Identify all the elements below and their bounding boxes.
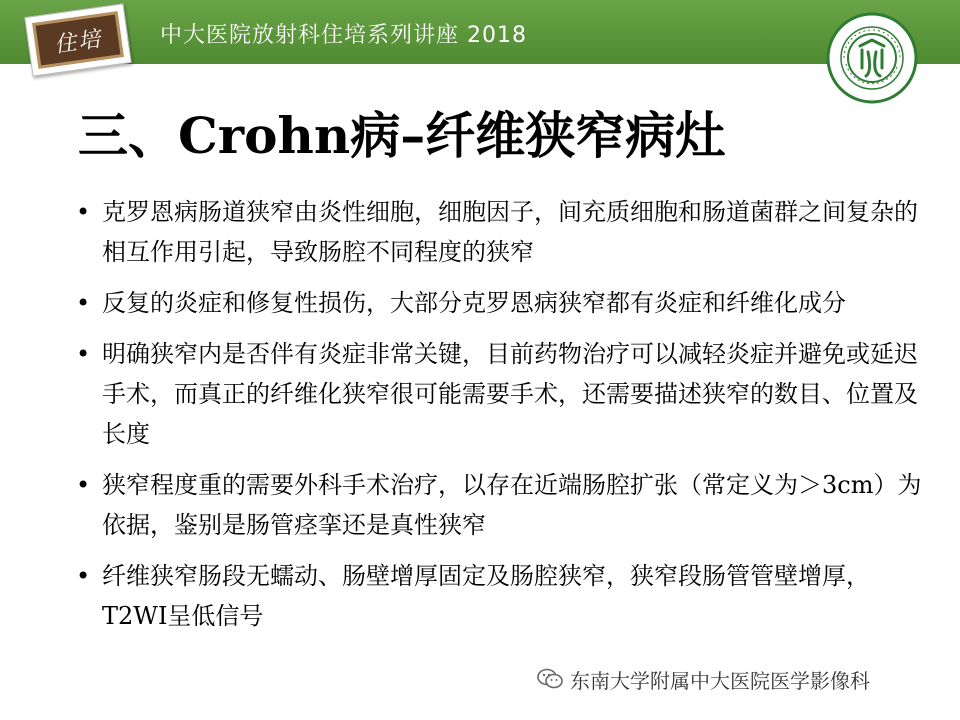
bullet-text: 明确狭窄内是否伴有炎症非常关键，目前药物治疗可以减轻炎症并避免或延迟手术，而真正的纤维化狭窄很可能需要手术，还需要描述狭窄的数目、位置及长度 [102, 340, 918, 448]
bullet-text: 狭窄程度重的需要外科手术治疗，以存在近端肠腔扩张（常定义为＞3cm）为依据，鉴别是肠管痉挛还是真性狭窄 [102, 471, 922, 539]
wechat-icon [536, 667, 564, 691]
logo-text: 住培 [52, 26, 104, 58]
bullet-item [76, 192, 928, 272]
bullet-item [76, 465, 928, 545]
bullet-item [76, 334, 928, 454]
bullet-text: 克罗恩病肠道狭窄由炎性细胞，细胞因子，间充质细胞和肠道菌群之间复杂的相互作用引起，导致肠腔不同程度的狭窄 [102, 198, 918, 266]
watermark [536, 664, 870, 694]
bullet-text: 反复的炎症和修复性损伤，大部分克罗恩病狭窄都有炎症和纤维化成分 [102, 289, 846, 317]
logo [24, 3, 131, 76]
hospital-seal-icon [826, 12, 918, 104]
bullet-dot-icon: • [76, 198, 91, 226]
bullet-dot-icon: • [76, 289, 91, 317]
slide-title: 三、Crohn病–纤维狭窄病灶 [78, 106, 726, 165]
bullet-text: 纤维狭窄肠段无蠕动、肠壁增厚固定及肠腔狭窄，狭窄段肠管管壁增厚，T2WI呈低信号 [102, 562, 870, 630]
bullet-list [76, 192, 928, 647]
header-banner [0, 0, 960, 64]
bullet-item [76, 556, 928, 636]
bullet-item [76, 283, 928, 323]
bullet-dot-icon: • [76, 471, 91, 499]
watermark-text: 东南大学附属中大医院医学影像科 [570, 668, 870, 693]
logo-board [32, 11, 124, 69]
lecture-series-title: 中大医院放射科住培系列讲座 2018 [160, 23, 527, 48]
bullet-dot-icon: • [76, 340, 91, 368]
bullet-dot-icon: • [76, 562, 91, 590]
